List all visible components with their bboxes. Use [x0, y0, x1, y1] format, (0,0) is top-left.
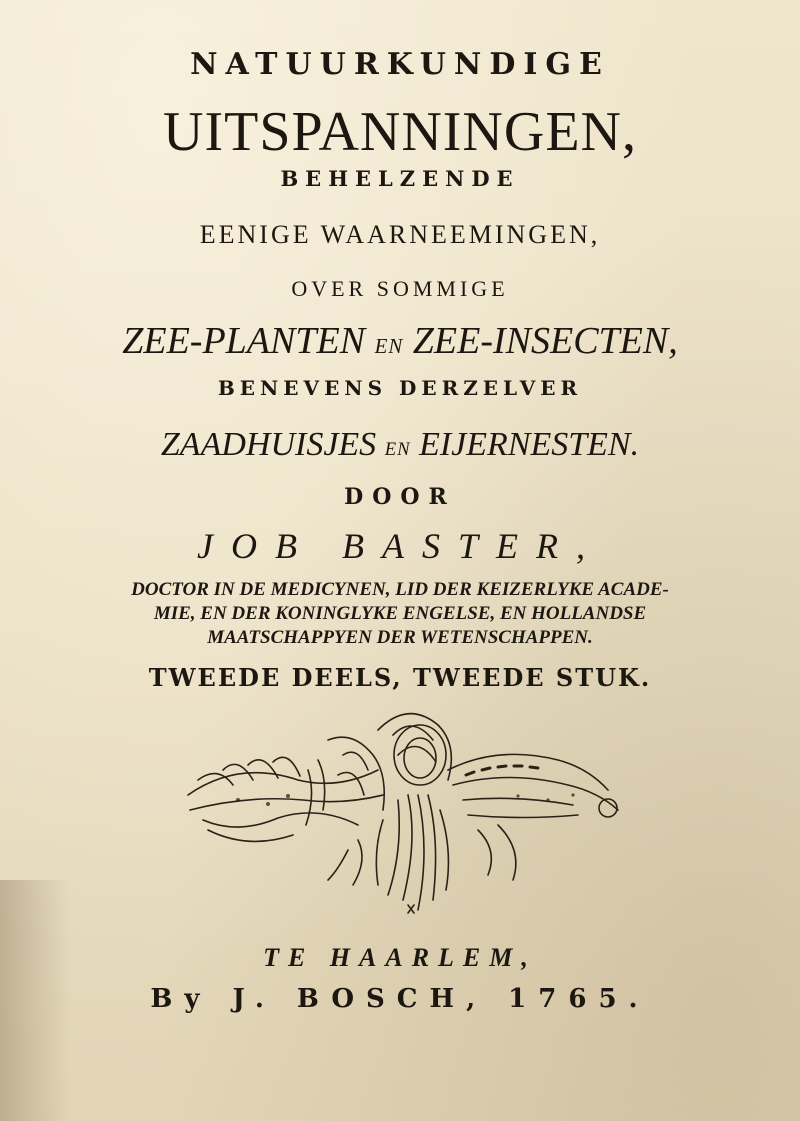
author-credentials-line-1: DOCTOR IN DE MEDICYNEN, LID DER KEIZERLYKE ACADE-: [131, 579, 669, 600]
title-line-behelzende: BEHELZENDE: [280, 166, 520, 191]
zee-insecten-text: ZEE-INSECTEN,: [412, 320, 678, 362]
coral-seaweed-vignette-icon: [178, 700, 628, 920]
author-credentials-line-3: MAATSCHAPPYEN DER WETENSCHAPPEN.: [207, 627, 593, 648]
author-name: JOB BASTER,: [197, 526, 603, 566]
author-credentials-line-2: MIE, EN DER KONINGLYKE ENGELSE, EN HOLLANDSE: [153, 603, 647, 624]
imprint-place: TE HAARLEM,: [263, 943, 537, 972]
imprint-publisher-year: By J. BOSCH, 1765.: [150, 984, 650, 1014]
eijernesten-text: EIJERNESTEN.: [419, 426, 640, 463]
title-line-natuurkundige: NATUURKUNDIGE: [190, 47, 610, 82]
title-line-door: DOOR: [344, 484, 456, 510]
en-connector: EN: [374, 334, 404, 358]
en-connector: EN: [384, 439, 411, 460]
title-line-zee-planten: [0, 322, 800, 360]
title-line-benevens: BENEVENS DERZELVER: [217, 376, 583, 400]
title-line-eenige-waarneemingen: EENIGE WAARNEEMINGEN,: [199, 220, 601, 249]
zaadhuisjes-text: ZAADHUISJES: [160, 426, 377, 463]
title-line-uitspanningen: UITSPANNINGEN,: [163, 101, 637, 163]
title-line-zaadhuisjes: [0, 428, 800, 462]
title-line-over-sommige: OVER SOMMIGE: [291, 276, 509, 301]
part-designation: TWEEDE DEELS, TWEEDE STUK.: [148, 663, 652, 692]
zee-planten-text: ZEE-PLANTEN: [122, 320, 366, 362]
